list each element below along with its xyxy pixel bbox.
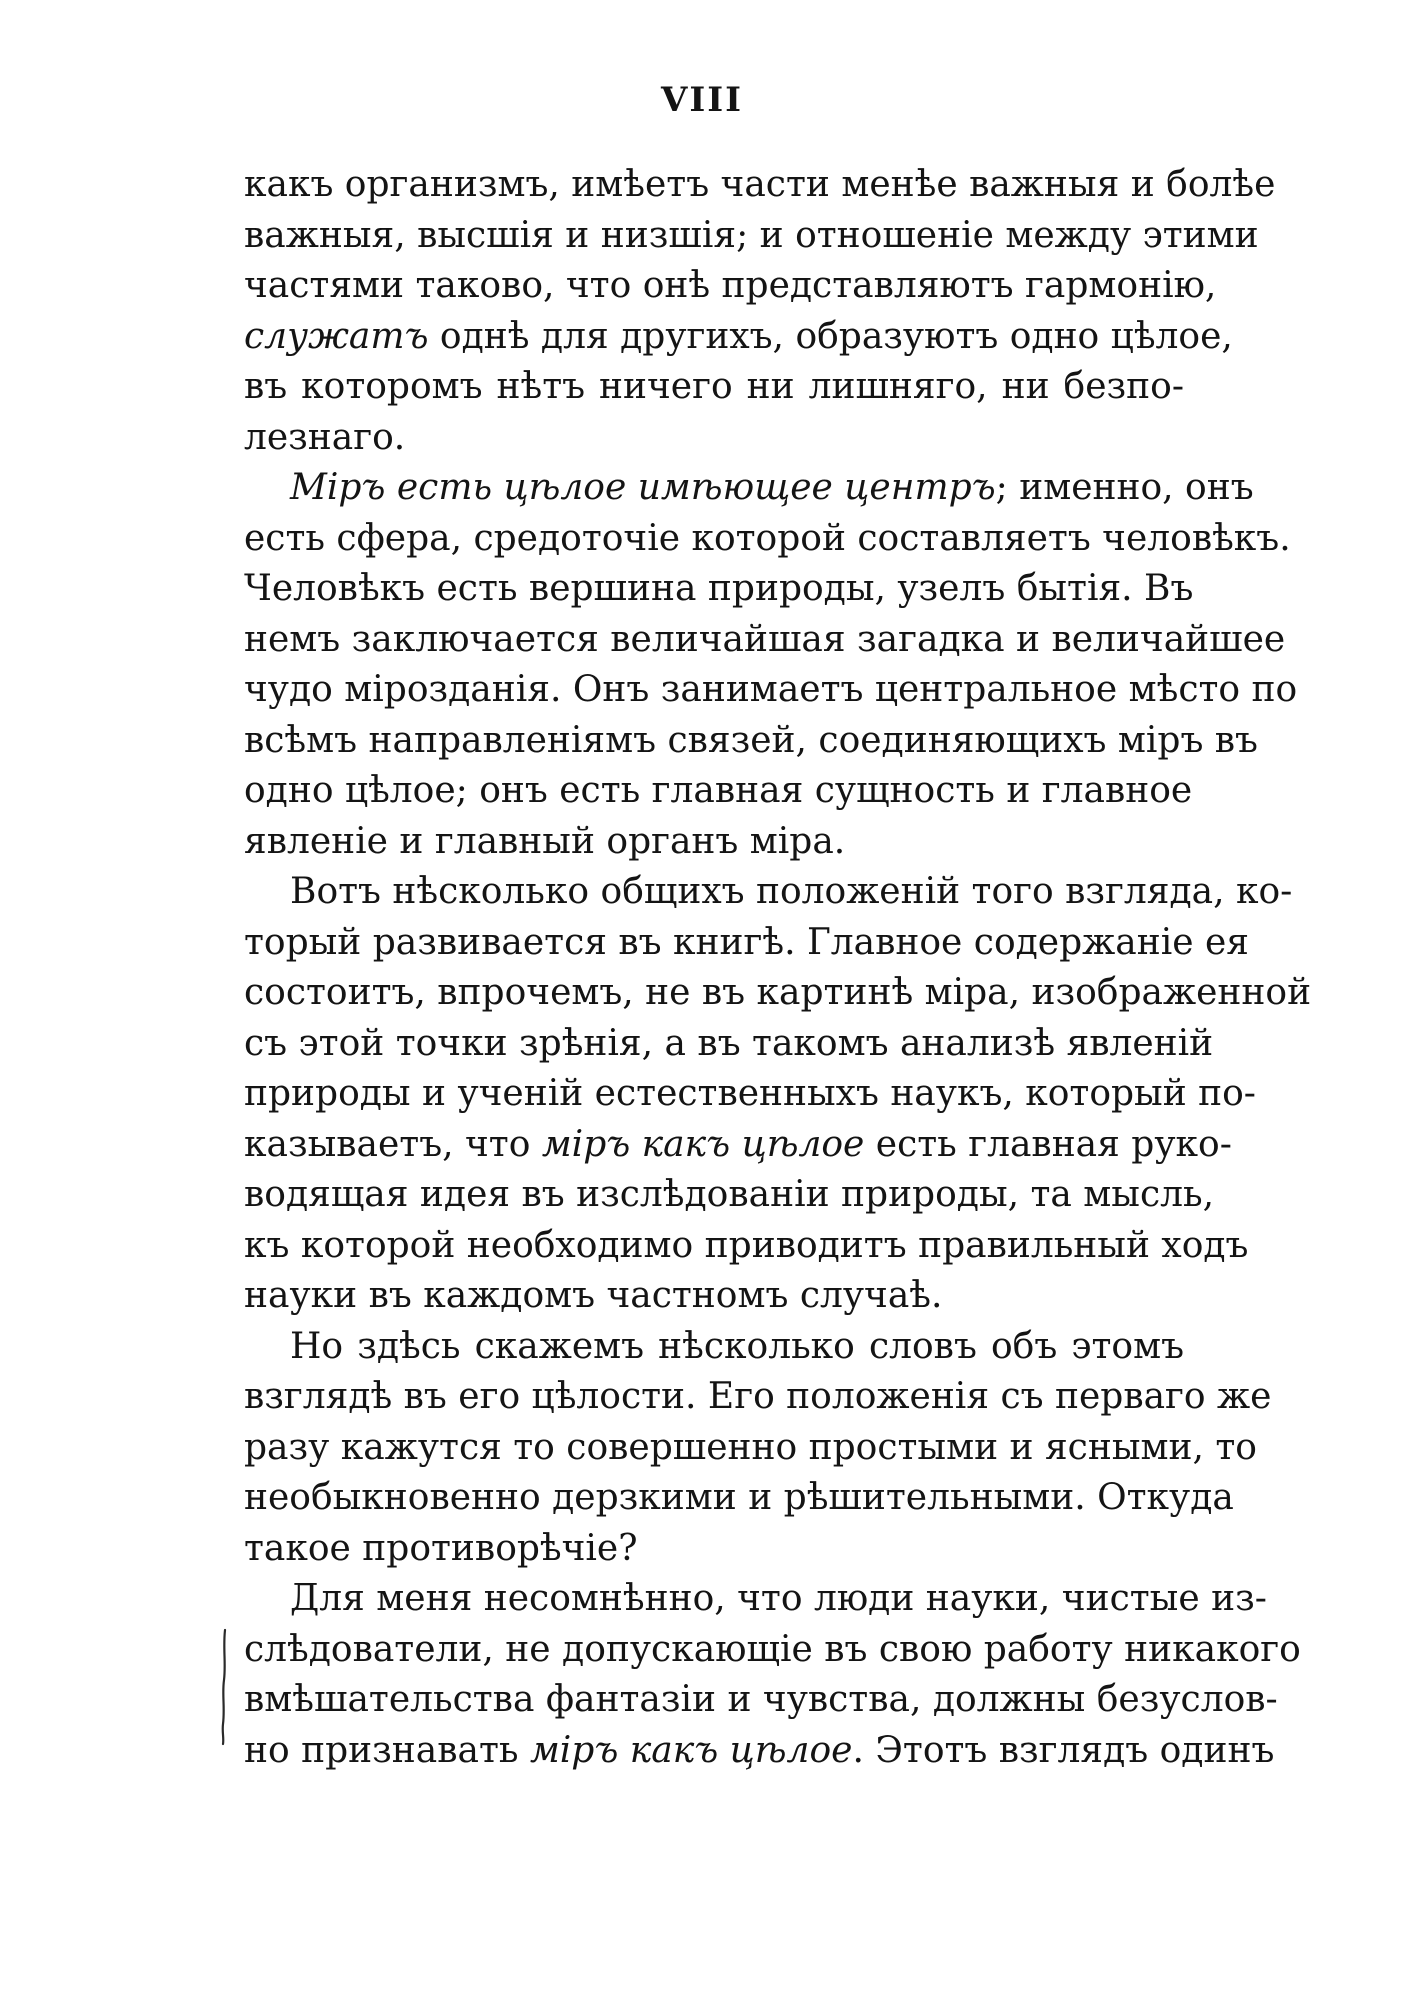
paragraph-1 (244, 160, 1276, 463)
text-line: всѣмъ направленіямъ связей, соединяющихъ міръ въ (244, 719, 1258, 761)
text-line (244, 1120, 1232, 1171)
text-line (244, 463, 1254, 514)
text-line: Для меня несомнѣнно, что люди науки, чистые из- (290, 1578, 1267, 1619)
text-line: Человѣкъ есть вершина природы, узелъ бытія. Въ (244, 568, 1194, 609)
text-line: лезнаго. (244, 416, 406, 458)
margin-pencil-mark (218, 1628, 230, 1746)
text-line: есть сфера, средоточіе которой составляетъ человѣкъ. (244, 517, 1291, 559)
line-text-after: есть главная руко- (864, 1123, 1232, 1165)
body-text (244, 160, 1312, 1776)
line-text-after: . Этотъ взглядъ одинъ (852, 1729, 1275, 1771)
line-text-after: ; именно, онъ (995, 467, 1254, 508)
text-line: одно цѣлое; онъ есть главная сущность и главное (244, 770, 1193, 811)
text-line: частями таково, что онѣ представляютъ гармонію, (244, 265, 1217, 306)
text-line: Вотъ нѣсколько общихъ положеній того взгляда, ко- (290, 871, 1293, 912)
paragraph-4 (244, 1322, 1272, 1575)
text-line (244, 1726, 1275, 1777)
text-line: такое противорѣчіе? (244, 1527, 638, 1569)
line-text-after: однѣ для другихъ, образуютъ одно цѣлое, (428, 315, 1233, 357)
text-line: къ которой необходимо приводитъ правильный ходъ (244, 1224, 1249, 1266)
text-line: явленіе и главный органъ міра. (244, 820, 846, 862)
line-text-before: но признавать (244, 1729, 530, 1771)
italic-phrase: Міръ есть цѣлое имѣющее центръ (290, 467, 996, 508)
text-line: необыкновенно дерзкими и рѣшительными. Откуда (244, 1477, 1234, 1518)
text-line: разу кажутся то совершенно простыми и ясными, то (244, 1426, 1257, 1468)
text-line: чудо мірозданія. Онъ занимаетъ центральное мѣсто по (244, 669, 1298, 710)
paragraph-5 (244, 1574, 1301, 1776)
text-line: слѣдователи, не допускающіе въ свою работу никакого (244, 1628, 1301, 1670)
italic-phrase: міръ какъ цѣлое (541, 1123, 865, 1165)
text-line: въ которомъ нѣтъ ничего ни лишняго, ни безпо- (244, 366, 1184, 407)
text-line: немъ заключается величайшая загадка и величайшее (244, 618, 1286, 660)
italic-phrase: служатъ (244, 315, 429, 357)
text-line: науки въ каждомъ частномъ случаѣ. (244, 1275, 943, 1316)
text-line: какъ организмъ, имѣетъ части менѣе важныя и болѣе (244, 164, 1276, 205)
text-line: вмѣшательства фантазіи и чувства, должны безуслов- (244, 1679, 1278, 1720)
text-line: водящая идея въ изслѣдованіи природы, та мысль, (244, 1174, 1215, 1215)
text-line (244, 312, 1233, 363)
text-line: торый развивается въ книгѣ. Главное содержаніе ея (244, 921, 1250, 963)
page-number: VIII (660, 80, 744, 120)
text-line: природы и ученій естественныхъ наукъ, который по- (244, 1073, 1256, 1114)
text-line: Но здѣсь скажемъ нѣсколько словъ объ этомъ (290, 1325, 1184, 1367)
paragraph-2 (244, 463, 1298, 867)
text-line: взглядѣ въ его цѣлости. Его положенія съ перваго же (244, 1376, 1272, 1417)
text-line: важныя, высшія и низшія; и отношеніе между этими (244, 214, 1259, 256)
line-text-before: казываетъ, что (244, 1123, 542, 1165)
italic-phrase: міръ какъ цѣлое (529, 1729, 853, 1771)
text-line: съ этой точки зрѣнія, а въ такомъ анализѣ явленій (244, 1022, 1214, 1064)
paragraph-3 (244, 867, 1312, 1322)
text-line: состоитъ, впрочемъ, не въ картинѣ міра, изображенной (244, 972, 1312, 1013)
